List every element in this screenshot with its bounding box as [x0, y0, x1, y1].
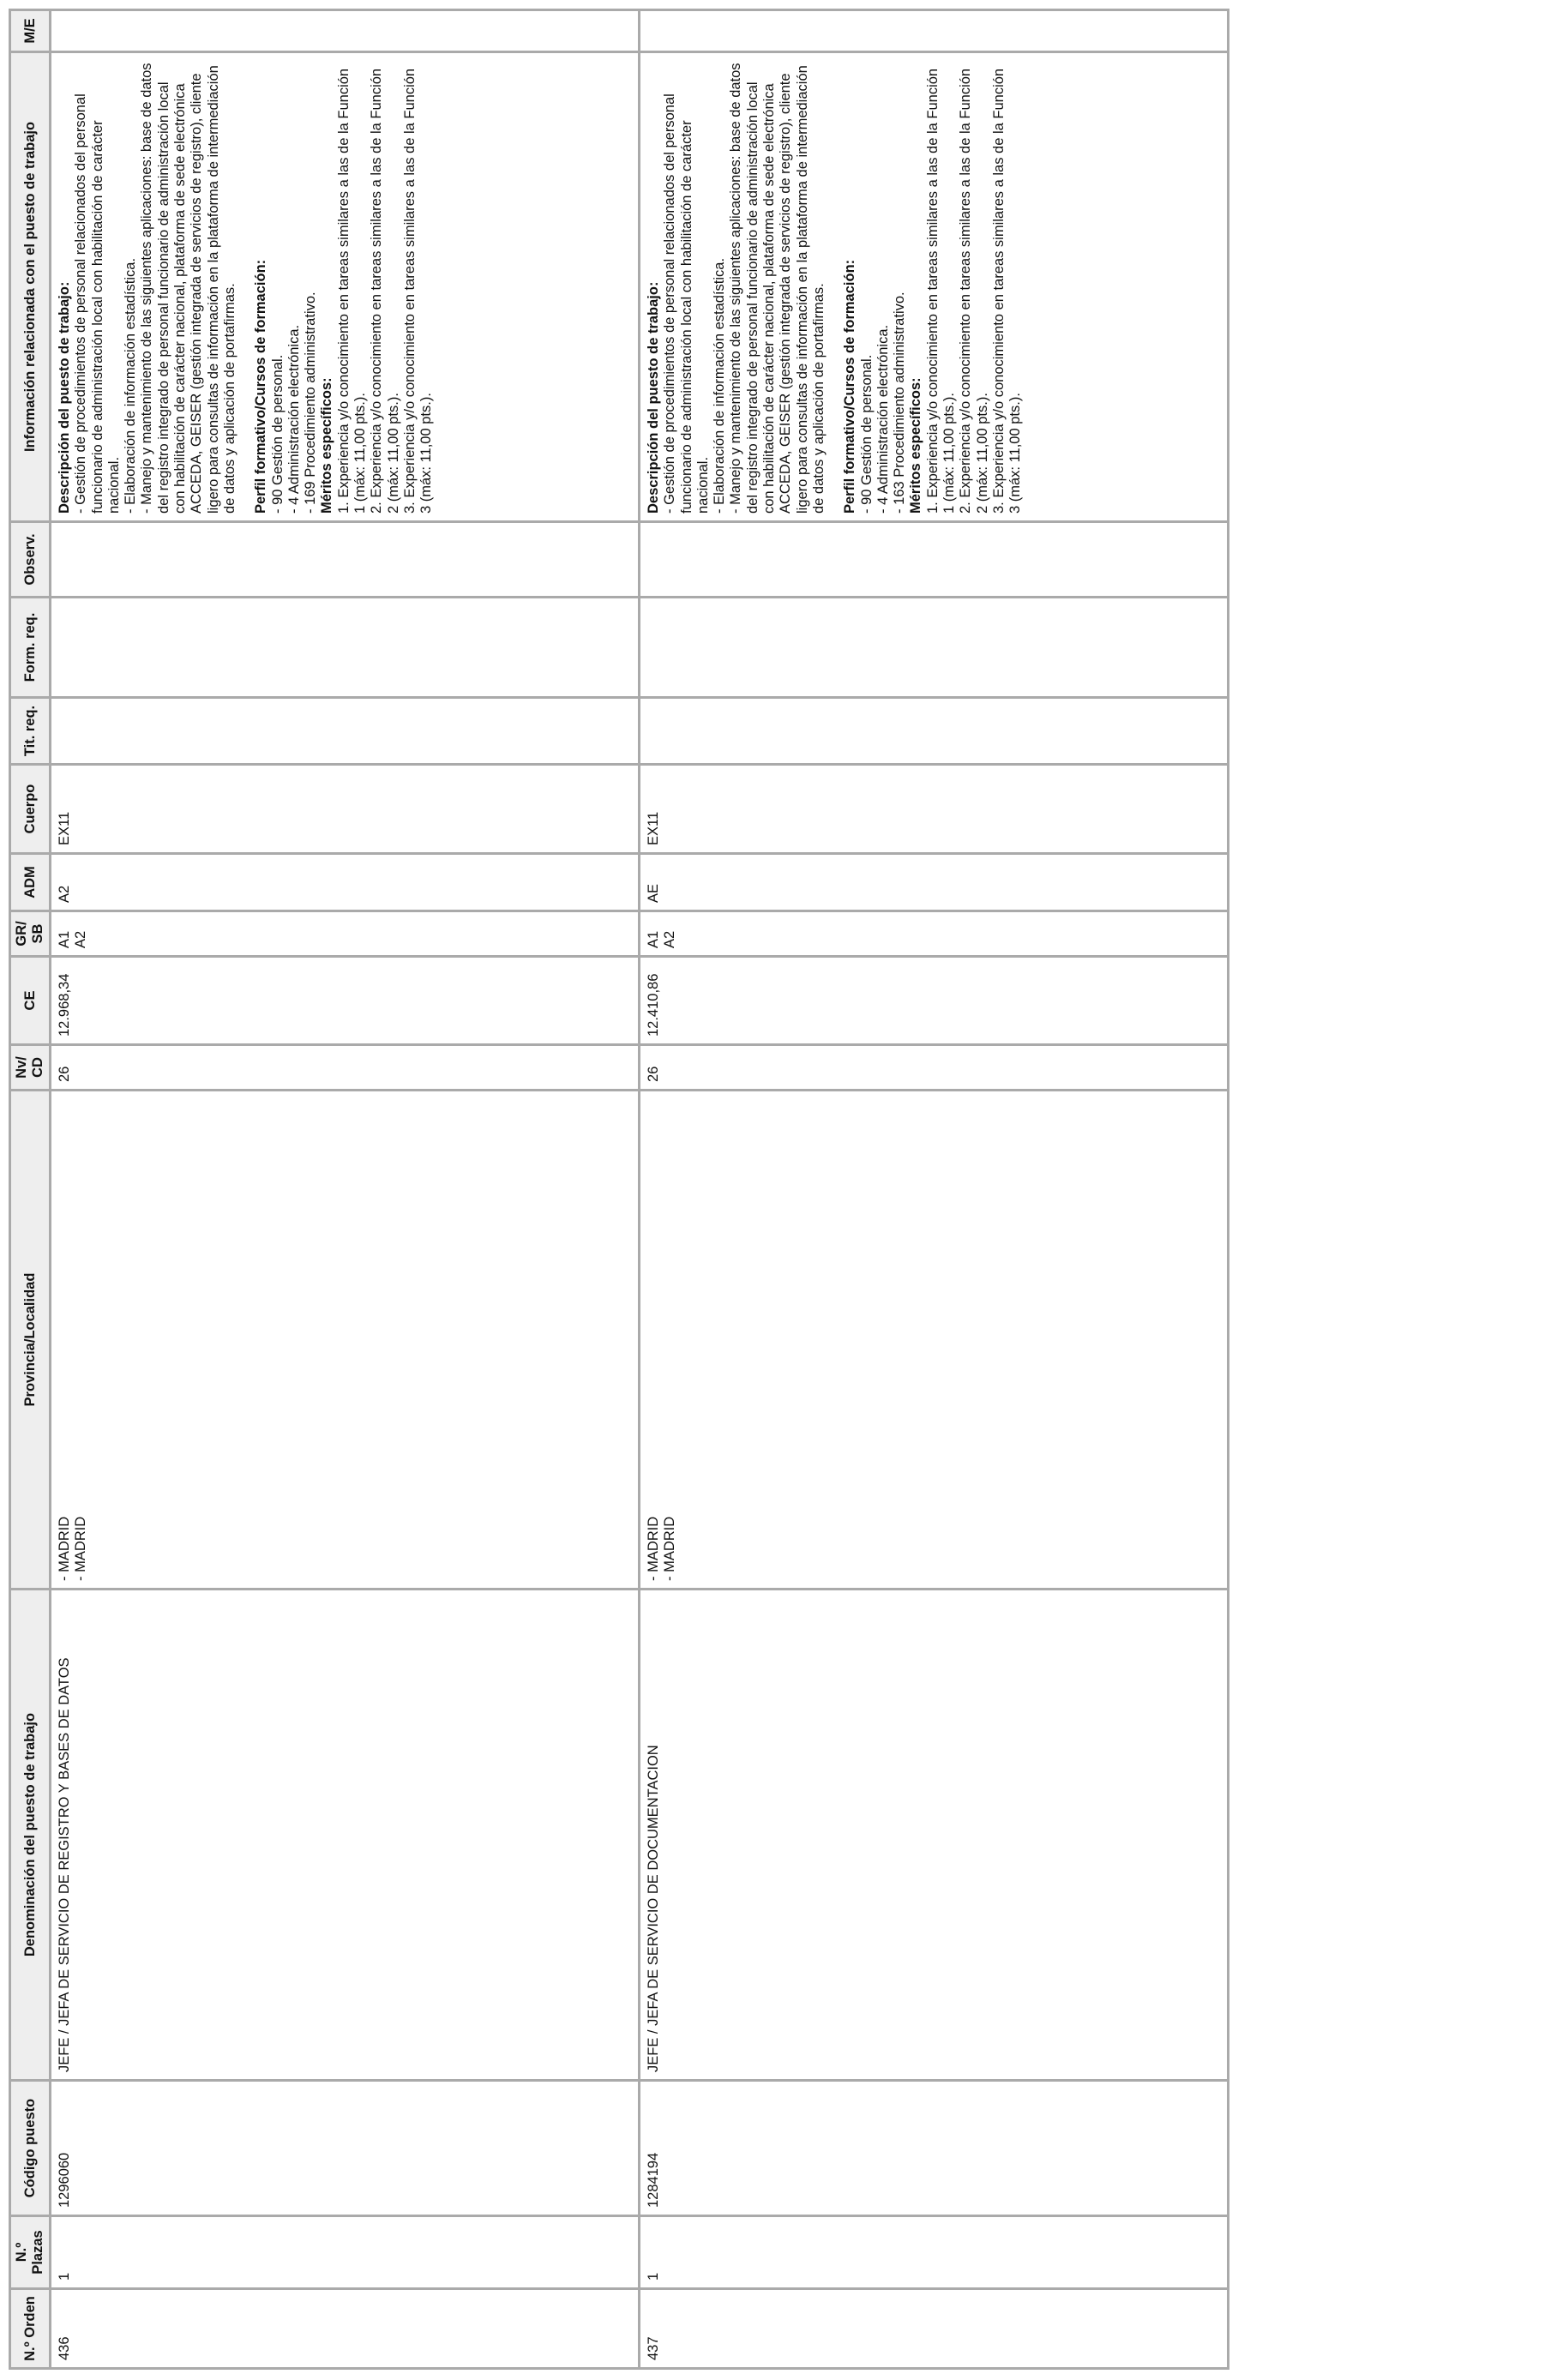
cell-denominacion: JEFE / JEFA DE SERVICIO DE REGISTRO Y BASES DE DATOS	[51, 1590, 640, 2081]
perfil-item: - 169 Procedimiento administrativo.	[303, 291, 319, 514]
meritos-title: Méritos específicos:	[908, 377, 924, 514]
cell-nv: 26	[51, 1045, 640, 1091]
cell-codigo: 1296060	[51, 2081, 640, 2216]
desc-title: Descripción del puesto de trabajo:	[57, 281, 72, 514]
cell-adm: AE	[640, 854, 1229, 911]
perfil-item: - 4 Administración electrónica.	[875, 324, 891, 514]
cell-plazas: 1	[640, 2216, 1229, 2289]
desc-item: - Elaboración de información estadística.	[712, 257, 728, 514]
header-nv: Nv/	[14, 1056, 29, 1079]
header-form: Form. req.	[10, 598, 51, 698]
desc-item: - Manejo y mantenimiento de las siguientes aplicaciones: base de datos del registro integrado de personal funcionario de administración local con habilitación de carácter nacional, plataforma de sede electrónica ACCEDA, GEISER (gestión integrada de servicios de registro), cliente ligero para consultas de información en la plataforma de intermediación de datos y aplicación de portafirmas.	[728, 63, 827, 514]
cell-nv: 26	[640, 1045, 1229, 1091]
header-sb: SB	[30, 923, 45, 944]
merito-item: 1. Experiencia y/o conocimiento en tareas similares a las de la Función 1 (máx: 11,00 pts.).	[924, 68, 958, 514]
cell-codigo: 1284194	[640, 2081, 1229, 2216]
perfil-item: - 90 Gestión de personal.	[269, 354, 286, 514]
cell-ce: 12.410,86	[640, 957, 1229, 1045]
header-obs: Observ.	[10, 522, 51, 598]
cell-adm: A2	[51, 854, 640, 911]
perfil-item: - 163 Procedimiento administrativo.	[892, 291, 908, 514]
cell-obs	[640, 522, 1229, 598]
perfil-title: Perfil formativo/Cursos de formación:	[253, 259, 269, 514]
provincia-line: - MADRID	[57, 1516, 72, 1581]
header-provincia: Provincia/Localidad	[10, 1091, 51, 1590]
cell-orden: 437	[640, 2289, 1229, 2369]
table-row	[51, 10, 640, 2369]
merito-item: 3. Experiencia y/o conocimiento en tareas similares a las de la Función 3 (máx: 11,00 pts.).	[401, 68, 435, 514]
merito-item: 2. Experiencia y/o conocimiento en tareas similares a las de la Función 2 (máx: 11,00 pts.).	[369, 68, 401, 514]
cell-plazas: 1	[51, 2216, 640, 2289]
header-row	[10, 10, 51, 2369]
header-codigo: Código puesto	[10, 2081, 51, 2216]
merito-item: 3. Experiencia y/o conocimiento en tareas similares a las de la Función 3 (máx: 11,00 pts.).	[990, 68, 1024, 514]
merito-item: 2. Experiencia y/o conocimiento en tareas similares a las de la Función 2 (máx: 11,00 pts.).	[958, 68, 990, 514]
perfil-title: Perfil formativo/Cursos de formación:	[842, 259, 858, 514]
header-orden: N.º Orden	[10, 2289, 51, 2369]
meritos-title: Méritos específicos:	[319, 377, 335, 514]
cell-form	[640, 598, 1229, 698]
cell-ce: 12.968,34	[51, 957, 640, 1045]
cell-gr	[640, 911, 1229, 957]
gr-line-1: A1	[57, 930, 72, 948]
gr-line-1: A1	[646, 930, 661, 948]
header-nv-cd	[10, 1045, 51, 1091]
table-row	[640, 10, 1229, 2369]
header-denominacion: Denominación del puesto de trabajo	[10, 1590, 51, 2081]
provincia-line: - MADRID	[646, 1516, 661, 1581]
header-gr-sb	[10, 911, 51, 957]
localidad-line: - MADRID	[73, 1516, 89, 1581]
cell-cuerpo: EX11	[640, 765, 1229, 854]
header-tit: Tit. req.	[10, 698, 51, 765]
gr-line-2: A2	[73, 930, 89, 948]
cell-cuerpo: EX11	[51, 765, 640, 854]
cell-tit	[51, 698, 640, 765]
desc-item: - Gestión de procedimientos de personal relacionados del personal funcionario de administración local con habilitación de carácter nacional.	[73, 93, 122, 514]
desc-item: - Elaboración de información estadística.	[123, 257, 139, 514]
job-positions-table	[9, 9, 1229, 2370]
cell-form	[51, 598, 640, 698]
gr-line-2: A2	[662, 930, 678, 948]
cell-provincia	[640, 1091, 1229, 1590]
cell-obs	[51, 522, 640, 598]
localidad-line: - MADRID	[662, 1516, 678, 1581]
desc-title: Descripción del puesto de trabajo:	[646, 281, 661, 514]
header-me: M/E	[10, 10, 51, 52]
header-cuerpo: Cuerpo	[10, 765, 51, 854]
header-adm: ADM	[10, 854, 51, 911]
cell-me	[51, 10, 640, 52]
cell-info	[640, 52, 1229, 522]
header-gr: GR/	[14, 921, 29, 947]
header-info: Información relacionada con el puesto de trabajo	[10, 52, 51, 522]
header-ce: CE	[10, 957, 51, 1045]
cell-denominacion: JEFE / JEFA DE SERVICIO DE DOCUMENTACION	[640, 1590, 1229, 2081]
cell-gr	[51, 911, 640, 957]
header-cd: CD	[30, 1057, 45, 1078]
merito-item: 1. Experiencia y/o conocimiento en tareas similares a las de la Función 1 (máx: 11,00 pts.).	[335, 68, 369, 514]
cell-tit	[640, 698, 1229, 765]
perfil-item: - 4 Administración electrónica.	[286, 324, 302, 514]
perfil-item: - 90 Gestión de personal.	[858, 354, 875, 514]
cell-orden: 436	[51, 2289, 640, 2369]
cell-info	[51, 52, 640, 522]
desc-item: - Gestión de procedimientos de personal relacionados del personal funcionario de administración local con habilitación de carácter nacional.	[662, 93, 711, 514]
cell-provincia	[51, 1091, 640, 1590]
cell-me	[640, 10, 1229, 52]
header-plazas: N.º Plazas	[10, 2216, 51, 2289]
desc-item: - Manejo y mantenimiento de las siguientes aplicaciones: base de datos del registro integrado de personal funcionario de administración local con habilitación de carácter nacional, plataforma de sede electrónica ACCEDA, GEISER (gestión integrada de servicios de registro), cliente ligero para consultas de información en la plataforma de intermediación de datos y aplicación de portafirmas.	[139, 63, 237, 514]
